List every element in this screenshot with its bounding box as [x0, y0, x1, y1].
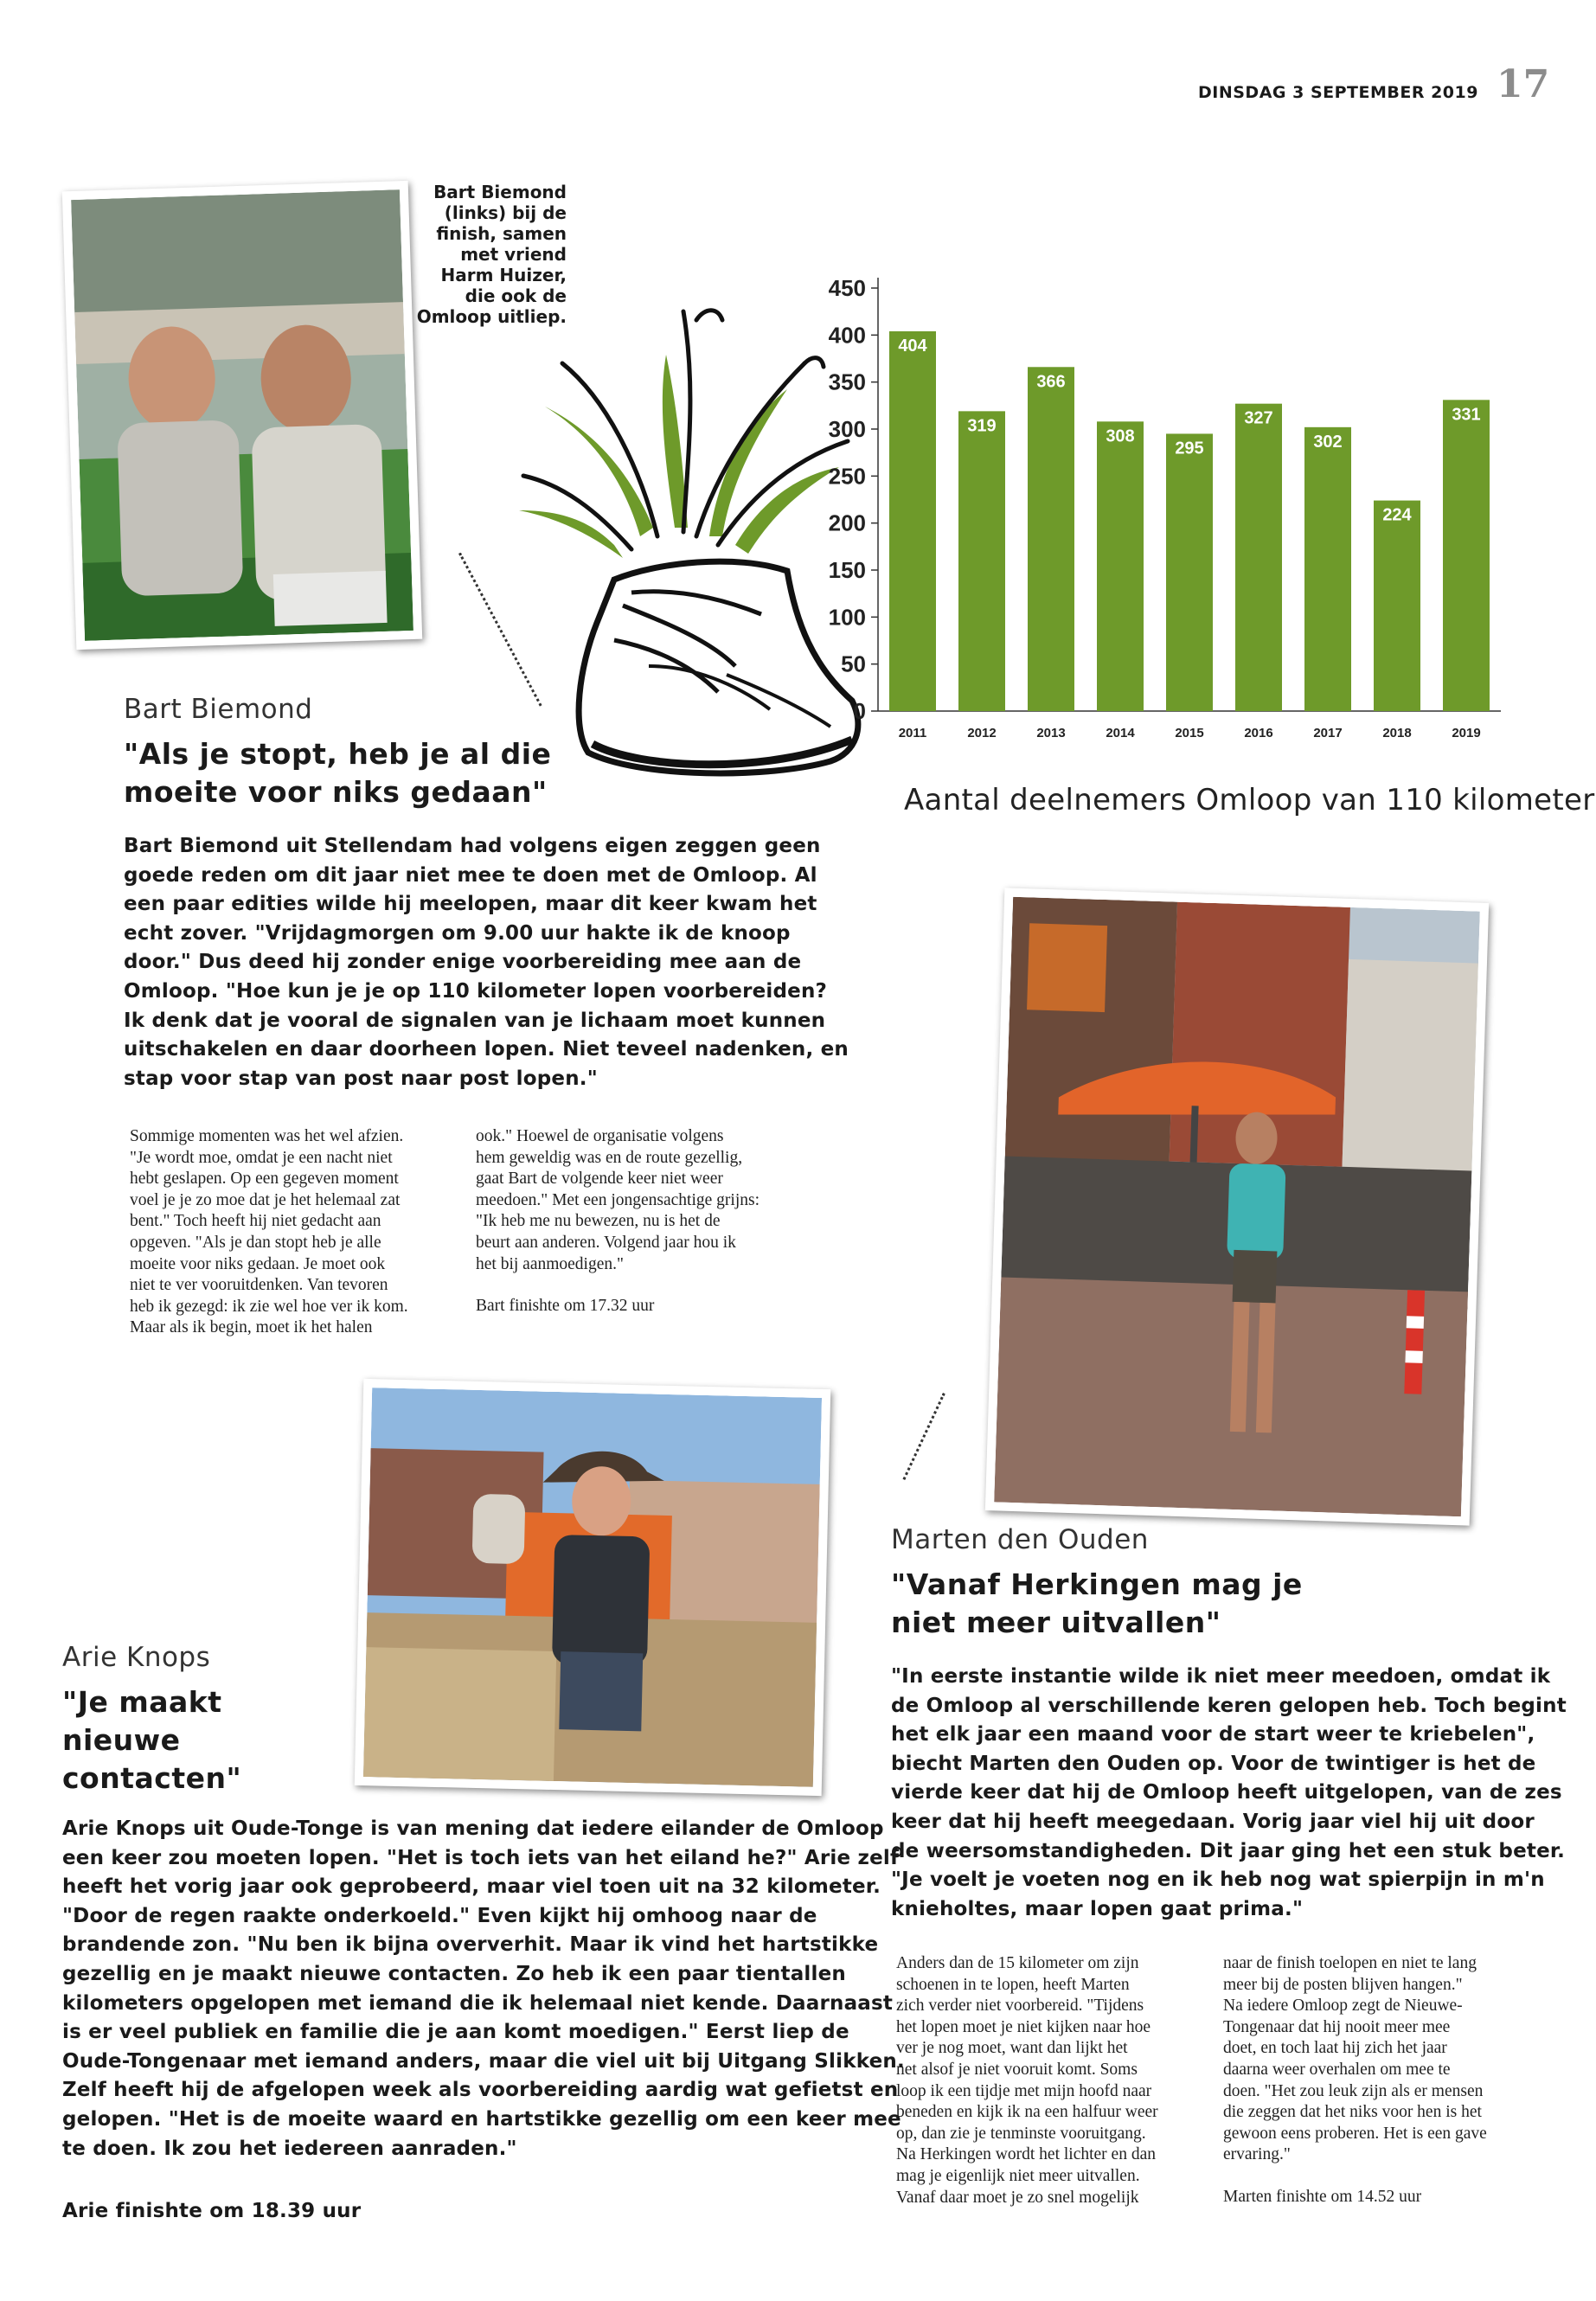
bar-2018	[1374, 501, 1420, 711]
photo-caption: Bart Biemond (links) bij de finish, samen met vriend Harm Huizer, die ook de Omloop uitliep.	[416, 182, 567, 327]
bar-value-label: 366	[1036, 372, 1066, 392]
arie-name: Arie Knops	[62, 1642, 211, 1673]
marten-intro: "In eerste instantie wilde ik niet meer meedoen, omdat ik de Omloop al verschillende keren gelopen heb. Toch begint het elk jaar een maand voor de start weer te kriebelen", biecht Marten den Ouden op. Voor de twintiger is het de vierde keer dat hij de Omloop heeft uitgelopen, van de zes keer dat hij heeft meegedaan. Vorig jaar viel hij uit door de weersomstandigheden. Dit jaar ging het een stuk beter. "Je voelt je voeten nog en ik heb nog wat spierpijn in m'n knieholtes, maar lopen gaat prima."	[891, 1665, 1567, 1920]
bar-2017	[1304, 427, 1351, 711]
x-tick-label: 2011	[898, 726, 927, 740]
bar-value-label: 404	[898, 336, 927, 356]
y-tick-label: 150	[828, 557, 866, 583]
x-tick-label: 2017	[1313, 726, 1343, 740]
x-tick-label: 2014	[1106, 726, 1135, 740]
y-tick-label: 250	[828, 463, 866, 490]
bar-value-label: 331	[1452, 405, 1481, 425]
photo-arie-knops	[355, 1379, 831, 1796]
x-tick-label: 2018	[1382, 726, 1412, 740]
bar-2013	[1028, 367, 1074, 711]
bar-value-label: 327	[1244, 408, 1273, 428]
bar-value-label: 295	[1175, 439, 1204, 458]
issue-date: DINSDAG 3 SEPTEMBER 2019	[1198, 83, 1478, 102]
arie-finish-time: Arie finishte om 18.39 uur	[62, 2200, 362, 2222]
y-tick-label: 400	[828, 322, 866, 349]
y-tick-label: 200	[828, 510, 866, 536]
x-tick-label: 2016	[1244, 726, 1273, 740]
marten-column-1: Anders dan de 15 kilometer om zijn schoenen in te lopen, heeft Marten zich verder niet voorbereid. "Tijdens het lopen moet je niet kijken naar hoe ver je nog moet, want dan lijkt het net alsof je niet vooruit komt. Soms loop ik een tijdje met mijn hoofd naar beneden en kijk ik na een halfuur weer op, dan zie je tenminste vooruitgang. Na Herkingen wordt het lichter en dan mag je eigenlijk niet meer uitvallen. Vanaf daar moet je zo snel mogelijk	[896, 1954, 1158, 2207]
bart-column-2: ook." Hoewel de organisatie volgens hem geweldig was en de route gezellig, gaat Bart de volgende keer niet weer meedoen." Met een jongensachtige grijns: "Ik heb me nu bewezen, nu is het de beurt aan anderen. Volgend jaar hou ik het bij aanmoedigen." Bart finishte om 17.32 uur	[476, 1126, 760, 1317]
bar-value-label: 224	[1382, 505, 1412, 525]
photo-marten-den-ouden	[985, 888, 1489, 1525]
marten-finish-time: Marten finishte om 14.52 uur	[1223, 2187, 1422, 2206]
bar-2012	[958, 411, 1005, 711]
arie-intro: Arie Knops uit Oude-Tonge is van mening dat iedere eilander de Omloop een keer zou moeten lopen. "Het is toch iets van het eiland he?" Arie zelf heeft het vorig jaar ook geprobeerd, maar viel toen uit na 32 kilometer. "Door de regen raakte onderkoeld." Even kijkt hij omhoog naar de brandende zon. "Nu ben ik bijna oververhit. Maar ik vind het hartstikke gezellig en je maakt nieuwe contacten. Zo heb ik een paar tientallen kilometers opgelopen met iemand die ik helemaal niet kende. Daarnaast is er veel publiek en familie die je aan komt moedigen." Eerst liep de Oude-Tongenaar met iemand anders, maar die viel uit bij Uitgang Slikken. Zelf heeft hij de afgelopen week als voorbereiding aardig wat gefietst en gelopen. "Het is de moeite waard en hartstikke gezellig om een keer mee te doen. Ik zou het iedereen aanraden."	[62, 1817, 905, 2160]
bar-2015	[1166, 433, 1213, 711]
bart-name: Bart Biemond	[124, 694, 313, 725]
bar-2016	[1235, 404, 1282, 711]
y-tick-label: 450	[828, 275, 866, 301]
marten-headline: "Vanaf Herkingen mag je niet meer uitvallen"	[891, 1567, 1303, 1639]
arie-headline: "Je maakt nieuwe contacten"	[62, 1685, 242, 1795]
marten-name: Marten den Ouden	[891, 1524, 1149, 1555]
y-tick-label: 50	[841, 651, 866, 677]
bart-column-1: Sommige momenten was het wel afzien. "Je wordt moe, omdat je een nacht niet hebt geslapen. Op een gegeven moment voel je je zo moe dat je het helemaal zat bent." Toch heeft hij niet gedacht aan opgeven. "Als je dan stopt heb je alle moeite voor niks gedaan. Je moet ook niet te ver vooruitdenken. Van tevoren heb ik gezegd: ik zie wel hoe ver ik kom. Maar als ik begin, moet ik het halen	[130, 1127, 408, 1337]
bart-headline: "Als je stopt, heb je al die moeite voor niks gedaan"	[124, 737, 552, 809]
dotted-connector-marten	[903, 1393, 945, 1480]
bar-2011	[889, 331, 936, 711]
photo-bart-biemond	[62, 181, 422, 650]
bar-2019	[1443, 400, 1490, 711]
y-tick-label: 300	[828, 416, 866, 442]
y-tick-label: 100	[828, 604, 866, 631]
chart-title: Aantal deelnemers Omloop van 110 kilometer	[904, 783, 1595, 817]
y-tick-label: 0	[853, 698, 866, 724]
page-number: 17	[1497, 62, 1550, 106]
bar-value-label: 302	[1313, 432, 1343, 452]
bar-2014	[1097, 421, 1144, 711]
participants-bar-chart	[817, 264, 1509, 757]
marten-column-2: naar de finish toelopen en niet te lang meer bij de posten blijven hangen." Na iedere Omloop zegt de Nieuwe- Tongenaar dat hij nooit meer mee doet, en toch laat hij zich het jaar daarna weer overhalen om mee te doen. "Het zou leuk zijn als er mensen die zeggen dat het niks voor hen is het gewoon eens proberen. Het is een gave ervaring." Marten finishte om 14.52 uur	[1223, 1953, 1487, 2208]
y-tick-label: 350	[828, 369, 866, 395]
x-tick-label: 2015	[1175, 726, 1204, 740]
bar-value-label: 319	[967, 416, 997, 436]
bart-intro: Bart Biemond uit Stellendam had volgens eigen zeggen geen goede reden om dit jaar niet mee te doen met de Omloop. Al een paar edities wilde hij meelopen, maar dit keer kwam het echt zover. "Vrijdagmorgen om 9.00 uur hakte ik de knoop door." Dus deed hij zonder enige voorbereiding mee aan de Omloop. "Hoe kun je je op 110 kilometer lopen voorbereiden? Ik denk dat je vooral de signalen van je lichaam moet kunnen uitschakelen en daar doorheen lopen. Niet teveel nadenken, en stap voor stap van post naar post lopen."	[124, 835, 849, 1090]
x-tick-label: 2012	[967, 726, 997, 740]
x-tick-label: 2019	[1452, 726, 1481, 740]
bart-finish-time: Bart finishte om 17.32 uur	[476, 1297, 655, 1316]
bar-value-label: 308	[1106, 426, 1135, 446]
x-tick-label: 2013	[1036, 726, 1066, 740]
